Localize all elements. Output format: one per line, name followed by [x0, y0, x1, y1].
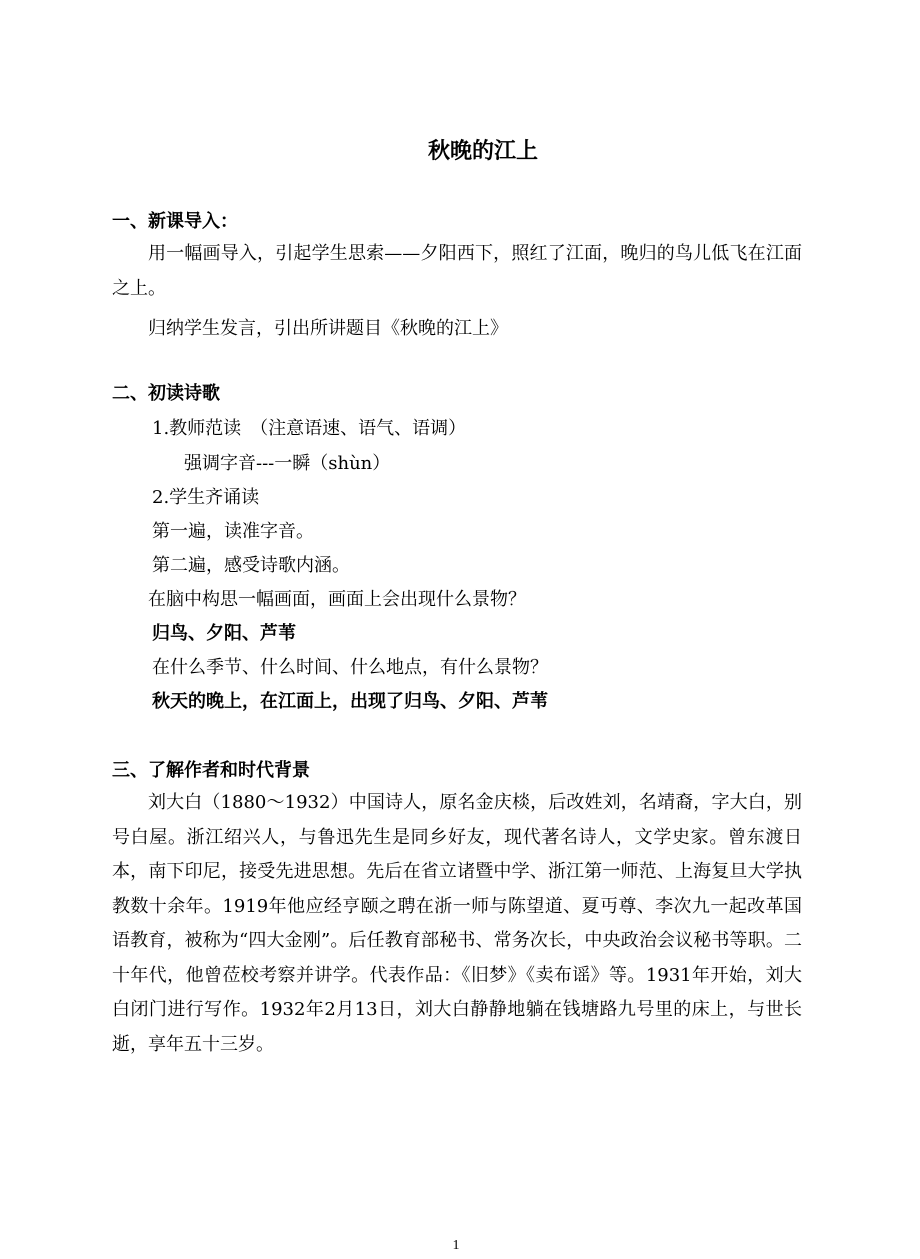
reading-item-teacher: 1.教师范读 （注意语速、语气、语调） [152, 418, 467, 439]
document-title: 秋晚的江上 [427, 139, 538, 164]
answer-scenery: 归鸟、夕阳、芦苇 [152, 623, 296, 644]
author-biography-paragraph: 刘大白（1880～1932）中国诗人，原名金庆棪，后改姓刘，名靖裔，字大白，别号白屋。浙江绍兴人，与鲁迅先生是同乡好友，现代著名诗人，文学史家。曾东渡日本，南下印尼，接受先进思想。先后在省立诸暨中学、浙江第一师范、上海复旦大学执教数十余年。1919年他应经亨颐之聘在浙一师与陈望道、夏丏尊、李次九一起改革国语教育，被称为“四大金刚”。后任教育部秘书、常务次长，中央政治会议秘书等职。二十年代，他曾莅校考察并讲学。代表作品：《旧梦》《卖布谣》等。1931年开始，刘大白闭门进行写作。1932年2月13日，刘大白静静地躺在钱塘路九号里的床上，与世长逝，享年五十三岁。 [112, 792, 802, 1055]
section-heading-author-background: 三、了解作者和时代背景 [112, 760, 310, 781]
intro-paragraph: 用一幅画导入，引起学生思索——夕阳西下，照红了江面，晚归的鸟儿低飞在江面之上。 [112, 243, 802, 299]
section-heading-first-reading: 二、初读诗歌 [112, 383, 220, 404]
question-scenery: 在脑中构思一幅画面，画面上会出现什么景物？ [148, 589, 526, 610]
question-details: 在什么季节、什么时间、什么地点，有什么景物？ [152, 657, 548, 678]
section-heading-intro: 一、新课导入： [112, 211, 238, 232]
reading-item-pronunciation: 强调字音---一瞬（shùn） [184, 453, 391, 474]
answer-details: 秋天的晚上，在江面上，出现了归鸟、夕阳、芦苇 [152, 691, 548, 712]
reading-pass-second: 第二遍，感受诗歌内涵。 [152, 555, 350, 576]
page-number: 1 [452, 1238, 460, 1253]
reading-item-students: 2.学生齐诵读 [152, 487, 260, 508]
intro-summary: 归纳学生发言，引出所讲题目《秋晚的江上》 [148, 318, 508, 339]
reading-pass-first: 第一遍，读准字音。 [152, 521, 314, 542]
